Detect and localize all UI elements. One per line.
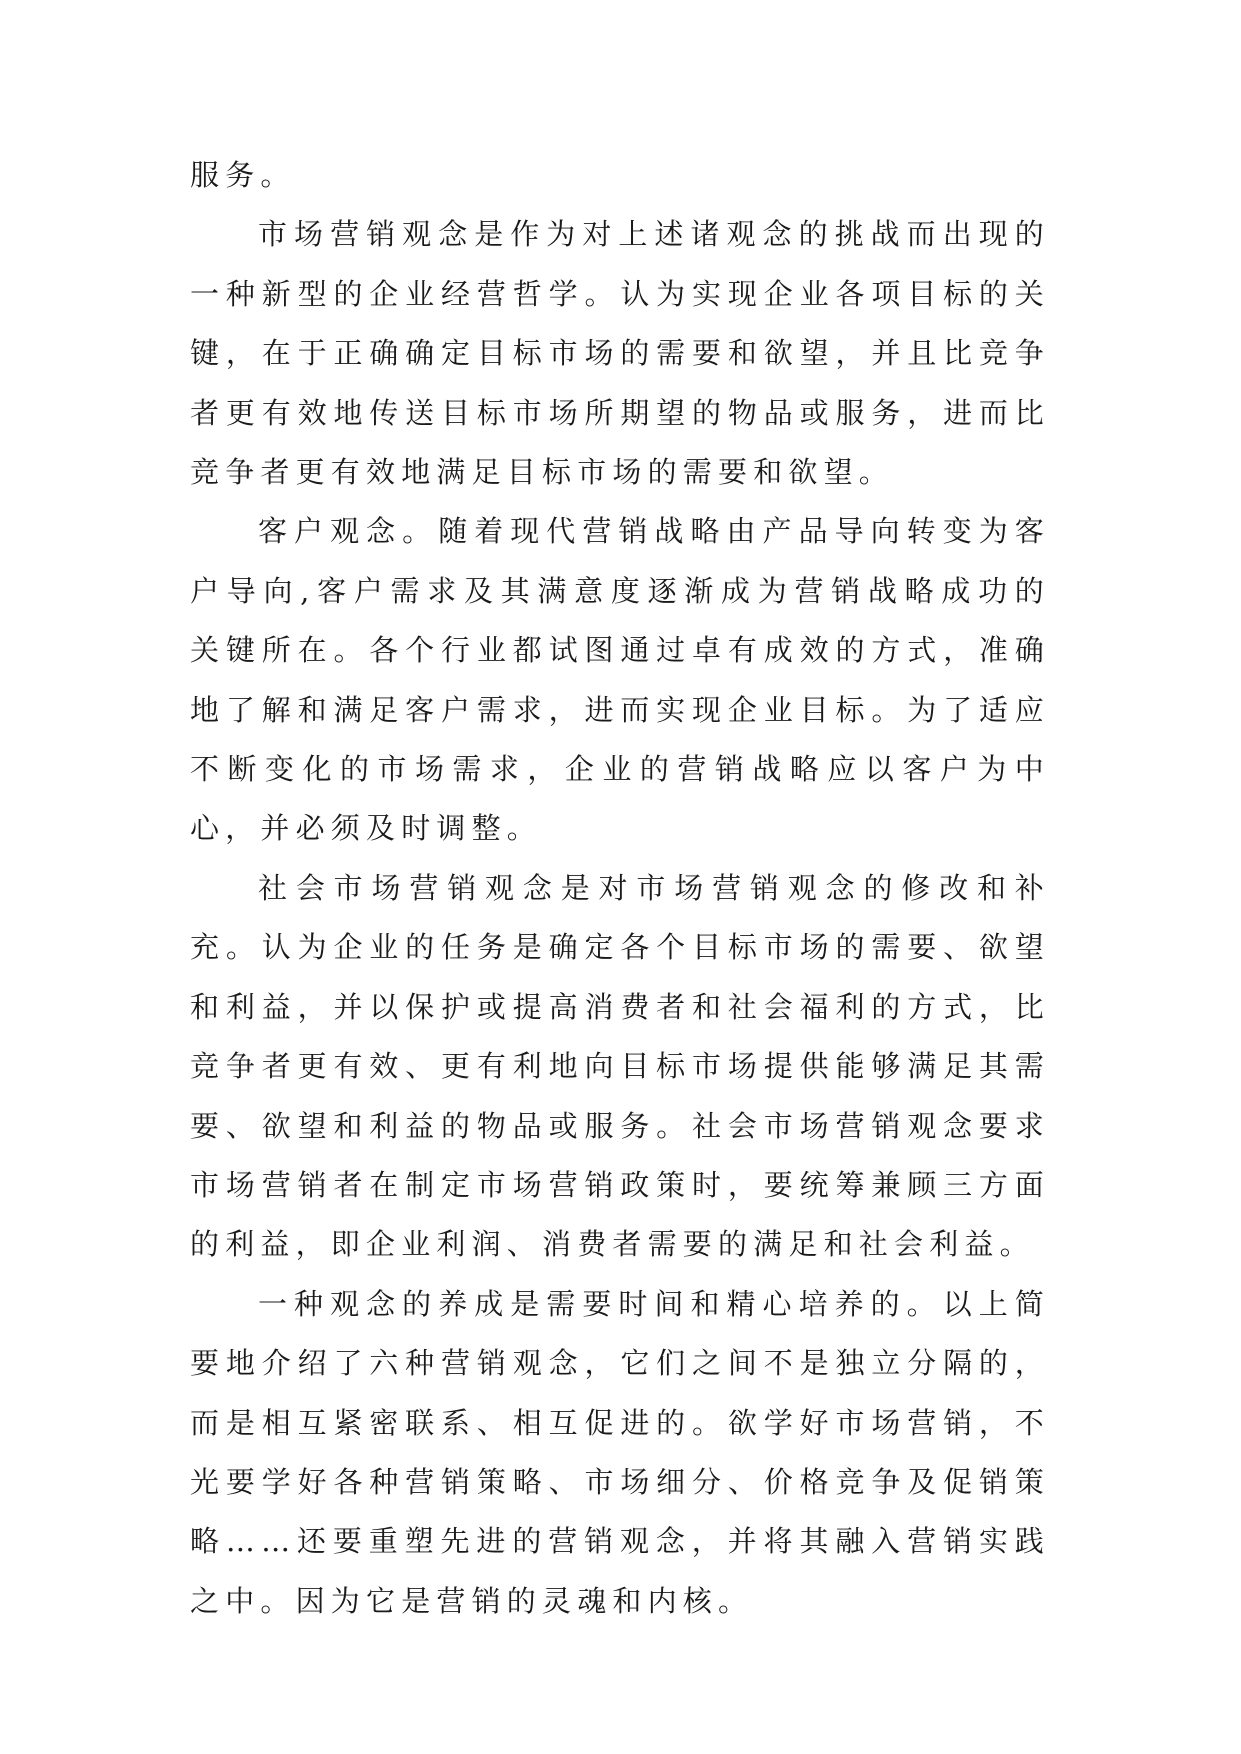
body-text — [190, 146, 1050, 1631]
paragraph-conclusion: 一种观念的养成是需要时间和精心培养的。以上简要地介绍了六种营销观念，它们之间不是独立分隔的，而是相互紧密联系、相互促进的。欲学好市场营销，不光要学好各种营销策略、市场细分、价格竞争及促销策略……还要重塑先进的营销观念，并将其融入营销实践之中。因为它是营销的灵魂和内核。 — [190, 1286, 1050, 1618]
paragraph-social-marketing-concept: 社会市场营销观念是对市场营销观念的修改和补充。认为企业的任务是确定各个目标市场的需要、欲望和利益，并以保护或提高消费者和社会福利的方式，比竞争者更有效、更有利地向目标市场提供能够满足其需要、欲望和利益的物品或服务。社会市场营销观念要求市场营销者在制定市场营销政策时，要统筹兼顾三方面的利益，即企业利润、消费者需要的满足和社会利益。 — [190, 870, 1050, 1262]
paragraph-customer-concept: 客户观念。随着现代营销战略由产品导向转变为客户导向,客户需求及其满意度逐渐成为营销战略成功的关键所在。各个行业都试图通过卓有成效的方式，准确地了解和满足客户需求，进而实现企业目标。为了适应不断变化的市场需求，企业的营销战略应以客户为中心，并必须及时调整。 — [190, 514, 1050, 846]
paragraph-marketing-concept: 市场营销观念是作为对上述诸观念的挑战而出现的一种新型的企业经营哲学。认为实现企业各项目标的关键，在于正确确定目标市场的需要和欲望，并且比竞争者更有效地传送目标市场所期望的物品或服务，进而比竞争者更有效地满足目标市场的需要和欲望。 — [190, 217, 1050, 490]
paragraph-continuation: 服务。 — [190, 158, 296, 192]
